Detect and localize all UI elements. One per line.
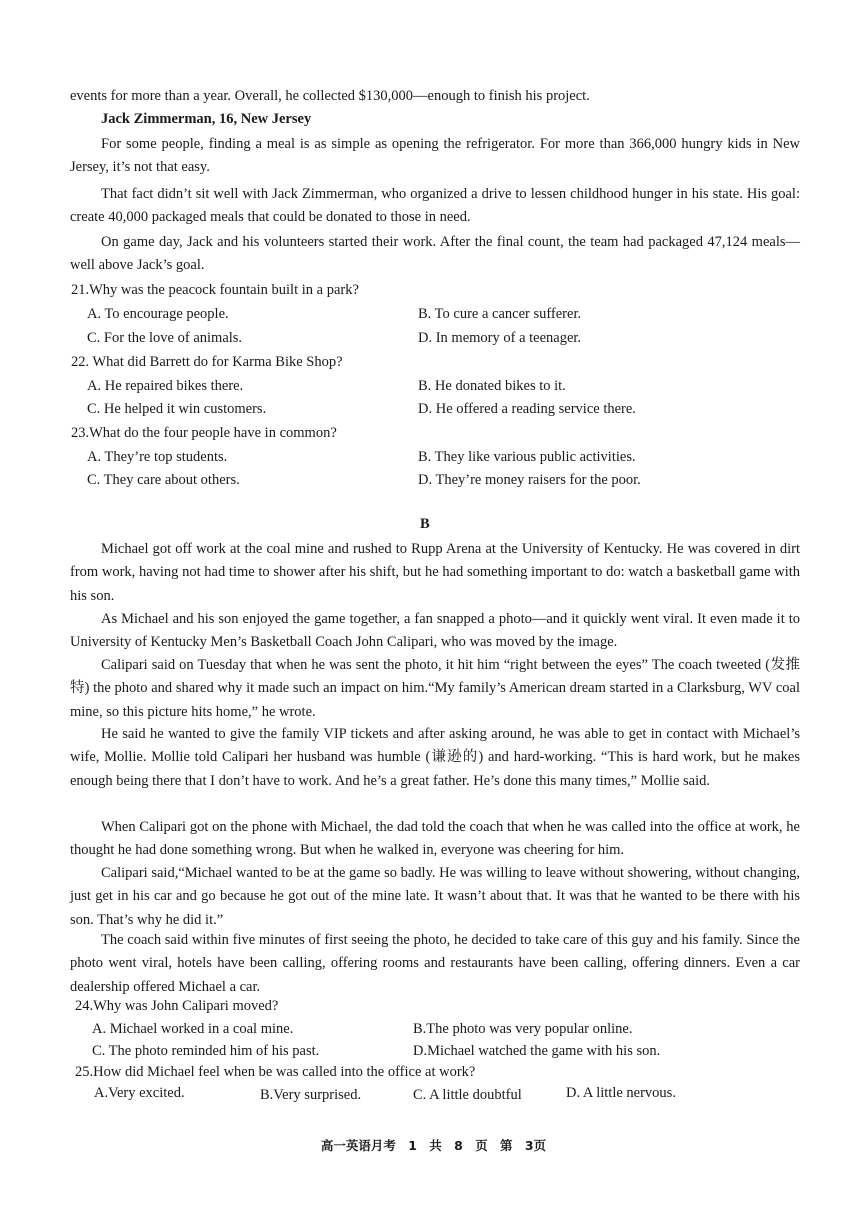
paragraph: The coach said within five minutes of first seeing the photo, he decided to take care of this guy and his family. Since the photo went viral, hotels have been calling, offering rooms and restaurants have been calling, offering dinners. Even a car dealership offered Michael a car. bbox=[70, 932, 800, 995]
paragraph: On game day, Jack and his volunteers started their work. After the final count, the team had packaged 47,124 meals—well above Jack’s goal. bbox=[70, 234, 800, 274]
answer-option: D.Michael watched the game with his son. bbox=[413, 1043, 661, 1059]
answer-option: A. He repaired bikes there. bbox=[87, 378, 244, 394]
answer-option: B. They like various public activities. bbox=[418, 449, 636, 465]
paragraph: As Michael and his son enjoyed the game together, a fan snapped a photo—and it quickly went viral. It even made it to University of Kentucky Men’s Basketball Coach John Calipari, who was moved by the image. bbox=[70, 611, 800, 651]
question-stem: 24.Why was John Calipari moved? bbox=[75, 998, 279, 1014]
answer-option: D. A little nervous. bbox=[566, 1085, 676, 1101]
paragraph: For some people, finding a meal is as simple as opening the refrigerator. For more than 366,000 hungry kids in New Jersey, it’s not that easy. bbox=[70, 136, 800, 176]
answer-option: A. To encourage people. bbox=[87, 306, 229, 322]
answer-option: D. They’re money raisers for the poor. bbox=[418, 472, 641, 488]
answer-option: A.Very excited. bbox=[94, 1085, 185, 1101]
carryover-paragraph: events for more than a year. Overall, he collected $130,000—enough to finish his project. bbox=[70, 88, 590, 104]
section-label: B bbox=[420, 516, 430, 532]
answer-option: C. He helped it win customers. bbox=[87, 401, 267, 417]
paragraph: Calipari said on Tuesday that when he was sent the photo, it hit him “right between the eyes” The coach tweeted (发推特) the photo and shared why it made such an impact on him.“My family’s American dream started in a Clarksburg, WV coal mine, so this picture hits home,” he wrote. bbox=[70, 657, 800, 720]
answer-option: D. He offered a reading service there. bbox=[418, 401, 636, 417]
answer-option: B. He donated bikes to it. bbox=[418, 378, 566, 394]
question-stem: 25.How did Michael feel when be was called into the office at work? bbox=[75, 1064, 476, 1080]
answer-option: C. A little doubtful bbox=[413, 1087, 522, 1103]
paragraph: When Calipari got on the phone with Michael, the dad told the coach that when he was called into the office at work, he thought he had done something wrong. But when he walked in, everyone was cheering for him. bbox=[70, 819, 800, 859]
answer-option: C. They care about others. bbox=[87, 472, 240, 488]
question-stem: 22. What did Barrett do for Karma Bike Shop? bbox=[71, 354, 343, 370]
answer-option: C. For the love of animals. bbox=[87, 330, 243, 346]
answer-option: B.The photo was very popular online. bbox=[413, 1021, 633, 1037]
answer-option: D. In memory of a teenager. bbox=[418, 330, 582, 346]
answer-option: A. Michael worked in a coal mine. bbox=[92, 1021, 294, 1037]
paragraph: Michael got off work at the coal mine and rushed to Rupp Arena at the University of Kentucky. He was covered in dirt from work, having not had time to shower after his shift, but he had something important to do: watch a basketball game with his son. bbox=[70, 541, 800, 604]
answer-option: A. They’re top students. bbox=[87, 449, 228, 465]
answer-option: B. To cure a cancer sufferer. bbox=[418, 306, 582, 322]
question-stem: 21.Why was the peacock fountain built in a park? bbox=[71, 282, 359, 298]
answer-option: B.Very surprised. bbox=[260, 1087, 362, 1103]
page-footer: 高一英语月考 1 共 8 页 第 3页 bbox=[320, 1138, 547, 1153]
paragraph: That fact didn’t sit well with Jack Zimmerman, who organized a drive to lessen childhood hunger in his state. His goal: create 40,000 packaged meals that could be donated to those in need. bbox=[70, 186, 800, 226]
paragraph: Calipari said,“Michael wanted to be at the game so badly. He was willing to leave without showering, without changing, just get in his car and go because he got out of the mine late. It wasn’t about that. It was that he wanted to be there with his son. That’s why he did it.” bbox=[70, 865, 800, 928]
question-stem: 23.What do the four people have in common? bbox=[71, 425, 337, 441]
profile-heading: Jack Zimmerman, 16, New Jersey bbox=[101, 111, 312, 127]
paragraph: He said he wanted to give the family VIP tickets and after asking around, he was able to get in contact with Michael’s wife, Mollie. Mollie told Calipari her husband was humble (谦逊的) and hard-working. “This is hard work, but he makes enough being there that I don’t have to work. And he’s a great father. He’s done this many times,” Mollie said. bbox=[70, 726, 800, 789]
answer-option: C. The photo reminded him of his past. bbox=[92, 1043, 320, 1059]
